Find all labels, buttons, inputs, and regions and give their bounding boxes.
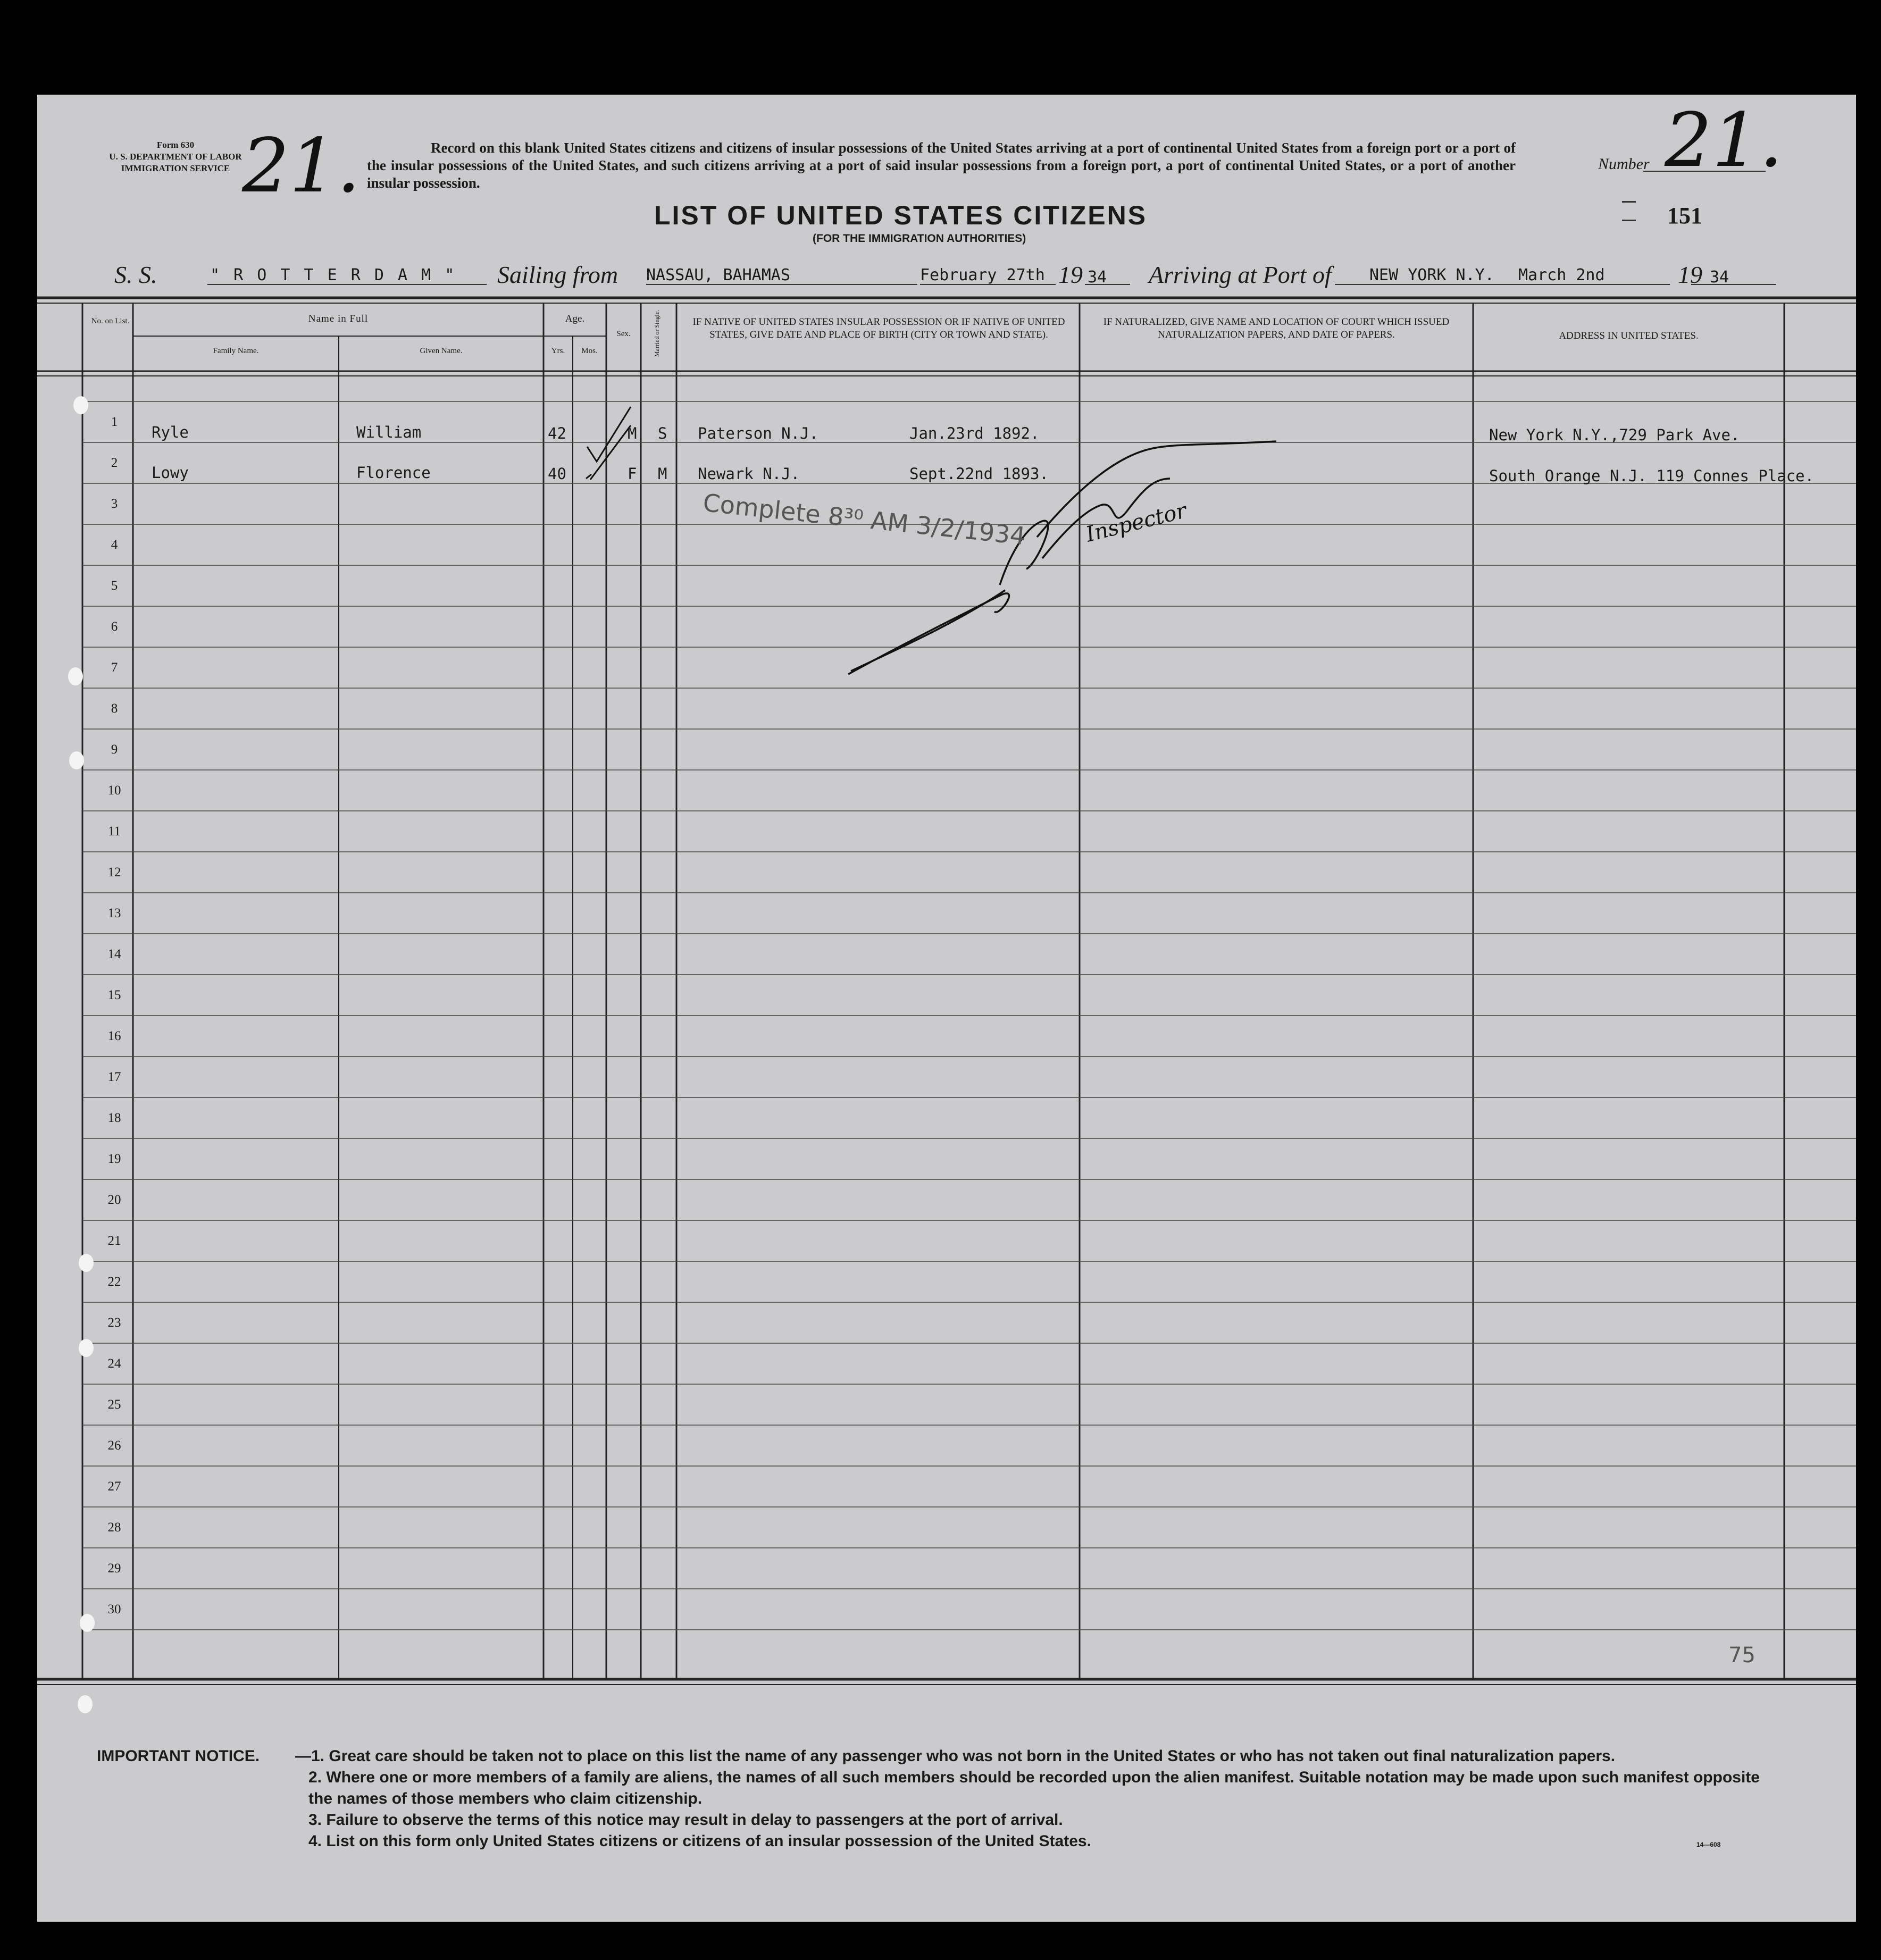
departure-year: 34 xyxy=(1088,268,1107,287)
inspector-title: Inspector xyxy=(1083,498,1189,547)
stamp-mark xyxy=(1622,201,1636,221)
row-number: 30 xyxy=(107,1602,121,1616)
row-number: 29 xyxy=(107,1561,121,1576)
col-header-naturalized: IF NATURALIZED, GIVE NAME AND LOCATION OF COURT WHICH ISSUED NATURALIZATION PAPERS, AND DATE OF PAPERS. xyxy=(1103,316,1450,340)
arrival-port: NEW YORK N.Y. xyxy=(1369,266,1494,284)
punch-hole xyxy=(78,1695,93,1713)
row-number: 15 xyxy=(107,988,121,1002)
row-number: 10 xyxy=(107,783,121,798)
instructions-text: Record on this blank United States citizens and citizens of insular possessions of the United States arriving at a port of continental United States from a foreign port or a port of the insular possessions of the United States, and such citizens arriving at a port of said insular possessions from a foreign port, a port of continental United States, or a port of another insular possession. xyxy=(367,140,1516,191)
service-name: IMMIGRATION SERVICE xyxy=(121,163,230,173)
notice-item-4: 4. List on this form only United States citizens or citizens of an insular possession of the United States. xyxy=(308,1832,1091,1850)
handwritten-number: 21. xyxy=(1665,97,1783,184)
page-subtitle: (FOR THE IMMIGRATION AUTHORITIES) xyxy=(813,232,1026,245)
arrival-date: March 2nd xyxy=(1518,266,1605,284)
arriving-label: Arriving at Port of xyxy=(1149,261,1332,288)
passenger-2-address: South Orange N.J. 119 Connes Place. xyxy=(1489,467,1815,485)
passenger-1-sex: M xyxy=(628,424,637,442)
print-code: 14—608 xyxy=(1696,1841,1721,1848)
col-header-given: Given Name. xyxy=(420,347,463,355)
check-marks xyxy=(586,407,631,480)
passenger-1-marital-status: S xyxy=(658,424,667,442)
row-number: 2 xyxy=(111,456,118,470)
row-number: 21 xyxy=(107,1234,121,1248)
passenger-1-age: 42 xyxy=(548,424,566,442)
punch-hole xyxy=(80,1614,95,1632)
passenger-2-given-name: Florence xyxy=(356,464,431,482)
row-number: 12 xyxy=(107,865,121,880)
row-number: 25 xyxy=(107,1397,121,1412)
passenger-2-age: 40 xyxy=(548,465,566,483)
passenger-2-birthdate: Sept.22nd 1893. xyxy=(909,465,1049,483)
notice-label: IMPORTANT NOTICE. xyxy=(97,1747,260,1765)
punch-hole xyxy=(73,396,88,414)
form-identifier xyxy=(90,139,261,174)
row-number: 28 xyxy=(107,1520,121,1535)
notice-item-3: 3. Failure to observe the terms of this notice may result in delay to passengers at the port of arrival. xyxy=(308,1811,1063,1829)
passenger-1-address: New York N.Y.,729 Park Ave. xyxy=(1489,426,1740,444)
row-number: 22 xyxy=(107,1275,121,1289)
col-header-no: No. on List. xyxy=(91,317,130,325)
handwritten-list-number: 21. xyxy=(242,123,361,210)
ss-label: S. S. xyxy=(114,261,157,288)
punch-hole xyxy=(68,667,83,685)
departure-port: NASSAU, BAHAMAS xyxy=(646,266,790,284)
corner-number: 75 xyxy=(1728,1643,1755,1668)
row-number: 3 xyxy=(111,497,118,511)
col-header-yrs: Yrs. xyxy=(551,347,565,355)
sailing-from-label: Sailing from xyxy=(497,261,618,288)
completion-note: Complete 8³⁰ AM 3/2/1934 xyxy=(701,488,1027,551)
passenger-2-sex: F xyxy=(628,465,637,483)
passenger-1-given-name: William xyxy=(356,423,422,441)
departure-date: February 27th xyxy=(920,266,1045,284)
col-header-married: Married or Single. xyxy=(653,309,661,357)
number-label: Number xyxy=(1598,155,1650,173)
punch-hole xyxy=(69,751,84,769)
row-number: 17 xyxy=(107,1070,121,1084)
row-number: 13 xyxy=(107,906,121,920)
year-prefix: 19 xyxy=(1678,261,1702,288)
col-header-birth: IF NATIVE OF UNITED STATES INSULAR POSSESSION OR IF NATIVE OF UNITED STATES, GIVE DATE AND PLACE OF BIRTH (CITY OR TOWN AND STATE). xyxy=(692,316,1065,340)
row-number: 14 xyxy=(107,947,121,961)
row-number: 16 xyxy=(107,1029,121,1043)
row-number: 20 xyxy=(107,1193,121,1207)
row-number: 18 xyxy=(107,1111,121,1125)
stamp-number: 151 xyxy=(1667,203,1702,229)
punch-hole xyxy=(79,1339,94,1357)
passenger-2-marital-status: M xyxy=(658,465,667,483)
passenger-1-family-name: Ryle xyxy=(152,423,189,441)
row-number: 8 xyxy=(111,701,118,716)
page-title: LIST OF UNITED STATES CITIZENS xyxy=(654,200,1148,230)
row-number: 24 xyxy=(107,1356,121,1371)
department-name: U. S. DEPARTMENT OF LABOR xyxy=(109,152,242,162)
col-header-name: Name in Full xyxy=(308,313,369,324)
year-prefix: 19 xyxy=(1058,261,1083,288)
row-number: 4 xyxy=(111,538,118,552)
row-number: 27 xyxy=(107,1479,121,1494)
passenger-1-birthdate: Jan.23rd 1892. xyxy=(909,424,1040,442)
row-number: 9 xyxy=(111,742,118,757)
row-number: 6 xyxy=(111,619,118,634)
row-number: 7 xyxy=(111,660,118,675)
col-header-mos: Mos. xyxy=(581,347,598,355)
passenger-1-birthplace: Paterson N.J. xyxy=(698,424,818,442)
col-header-address: ADDRESS IN UNITED STATES. xyxy=(1559,330,1699,341)
form-number: Form 630 xyxy=(156,140,195,150)
passenger-2-birthplace: Newark N.J. xyxy=(698,465,800,483)
col-header-family: Family Name. xyxy=(213,347,259,355)
row-number: 1 xyxy=(111,415,118,429)
punch-hole xyxy=(79,1254,94,1272)
row-number: 5 xyxy=(111,579,118,593)
col-header-sex: Sex. xyxy=(616,330,631,338)
row-number: 23 xyxy=(107,1316,121,1330)
row-number: 19 xyxy=(107,1152,121,1166)
row-number: 26 xyxy=(107,1438,121,1453)
ship-name: " R O T T E R D A M " xyxy=(210,266,457,284)
arrival-year: 34 xyxy=(1710,268,1729,287)
notice-item-2: 2. Where one or more members of a family are aliens, the names of all such members should be recorded upon the alien manifest. Suitable notation may be made upon such manifest opposite the names of those members who claim citizenship. xyxy=(308,1769,1760,1807)
col-header-age: Age. xyxy=(565,313,585,324)
row-number: 11 xyxy=(107,824,121,839)
notice-item-1: —1. Great care should be taken not to place on this list the name of any passenger who was not born in the United States or who has not taken out final naturalization papers. xyxy=(295,1747,1616,1765)
passenger-2-family-name: Lowy xyxy=(152,464,189,482)
